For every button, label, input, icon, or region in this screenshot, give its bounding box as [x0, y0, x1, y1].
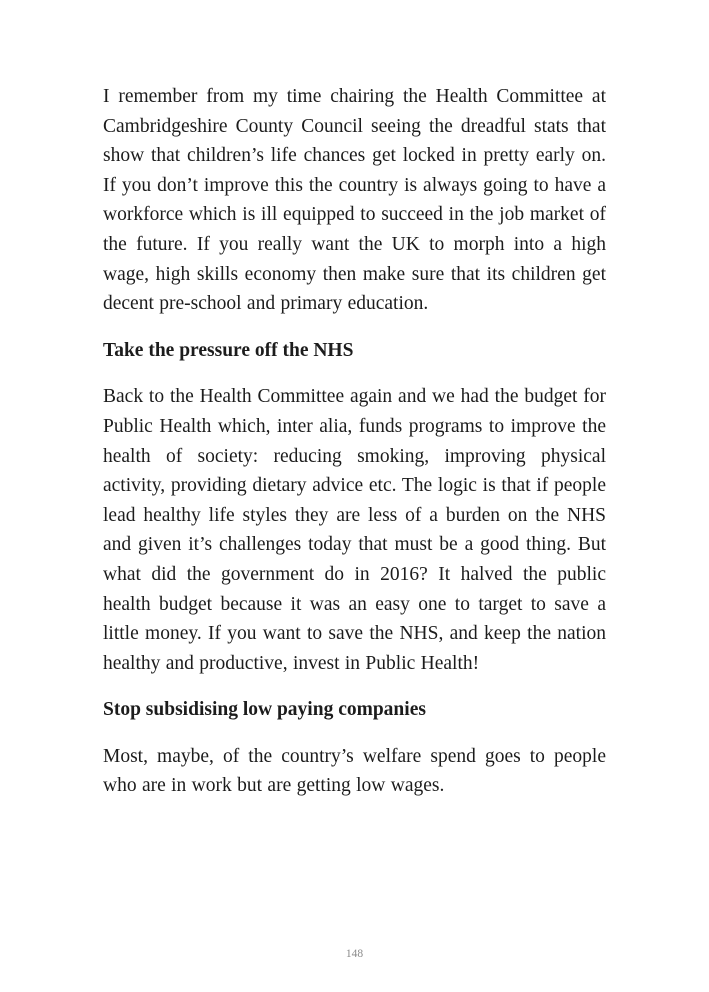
section-heading-low-paying-companies: Stop subsidising low paying companies — [103, 699, 426, 721]
section-heading-nhs-pressure: Take the pressure off the NHS — [103, 339, 354, 361]
paragraph-welfare-spend: Most, maybe, of the country’s welfare spend goes to people who are in work but are getting low wages. — [103, 745, 606, 797]
page-text-content — [103, 82, 606, 818]
paragraph-public-health-budget: Back to the Health Committee again and we had the budget for Public Health which, inter alia, funds programs to improve the health of society: reducing smoking, improving physical activity, providing dietary advice etc. The logic is that if people lead healthy life styles they are less of a burden on the NHS and given it’s challenges today that must be a good thing. But what did the government do in 2016? It halved the public health budget because it was an easy one to target to save a little money. If you want to save the NHS, and keep the nation healthy and productive, invest in Public Health! — [103, 386, 606, 674]
page-number: 148 — [345, 948, 364, 960]
paragraph-health-committee-intro: I remember from my time chairing the Health Committee at Cambridgeshire County Council seeing the dreadful stats that show that children’s life chances get locked in pretty early on. If you don’t improve this the country is always going to have a workforce which is ill equipped to succeed in the job market of the future. If you really want the UK to morph into a high wage, high skills economy then make sure that its children get decent pre-school and primary education. — [103, 86, 606, 315]
